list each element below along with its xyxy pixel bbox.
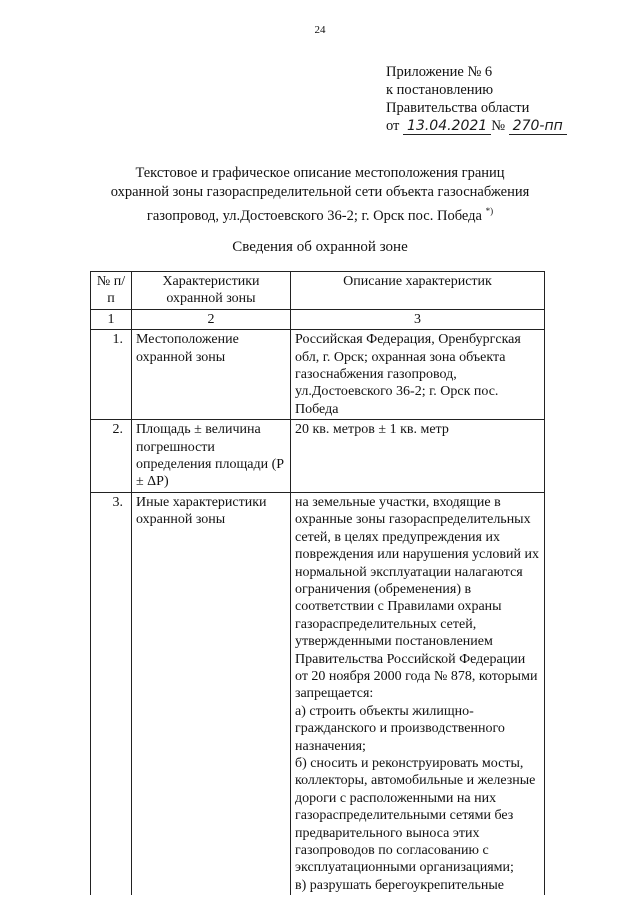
header-number: № п/п bbox=[91, 272, 132, 310]
handwritten-number: 270-пп bbox=[509, 119, 567, 135]
footnote-mark: *) bbox=[485, 206, 494, 216]
row-characteristic: Иные характеристики охранной зоны bbox=[132, 492, 291, 895]
row-number: 2. bbox=[91, 420, 132, 493]
row-description bbox=[291, 492, 545, 895]
row-description: Российская Федерация, Оренбургская обл, г. Орск; охранная зона объекта газоснабжения газопровод, ул.Достоевского 36-2; г. Орск пос. Победа bbox=[291, 330, 545, 420]
title-line-2: охранной зоны газораспределительной сети объекта газоснабжения bbox=[110, 184, 530, 200]
section-subtitle: Сведения об охранной зоне bbox=[232, 239, 408, 255]
zone-info-table bbox=[90, 271, 545, 895]
title-line-1: Текстовое и графическое описание местоположения границ bbox=[135, 165, 505, 181]
row-characteristic: Местоположение охранной зоны bbox=[132, 330, 291, 420]
row-characteristic: Площадь ± величина погрешности определения площади (P ± ΔP) bbox=[132, 420, 291, 493]
document-title bbox=[0, 164, 640, 226]
index-cell: 1 bbox=[91, 309, 132, 329]
restriction-item-c: в) разрушать берегоукрепительные bbox=[295, 877, 505, 893]
header-characteristics: Характеристики охранной зоны bbox=[132, 272, 291, 310]
table-index-row bbox=[91, 309, 545, 329]
title-line-3-text: газопровод, ул.Достоевского 36-2; г. Орск пос. Победа bbox=[146, 207, 482, 224]
appendix-date-line bbox=[386, 117, 567, 135]
table-header-row bbox=[91, 272, 545, 310]
restrictions-intro: на земельные участки, входящие в охранные зоны газораспределительных сетей, в целях предупреждения их повреждения или нарушения условий их нормальной эксплуатации налагаются ограничения (обременения) в соответствии с Правилами охраны газораспределительных сетей, утвержденными постановлением Правительства Российской Федерации от 20 ноября 2000 года № 878, которыми запрещается: bbox=[295, 494, 539, 702]
table-row bbox=[91, 330, 545, 420]
row-number: 3. bbox=[91, 492, 132, 895]
page-number: 24 bbox=[314, 24, 326, 36]
appendix-issuer: Правительства области bbox=[386, 100, 530, 116]
title-line-3 bbox=[0, 202, 640, 226]
date-prefix: от bbox=[386, 118, 400, 134]
number-prefix: № bbox=[491, 118, 506, 134]
index-cell: 2 bbox=[132, 309, 291, 329]
row-description: 20 кв. метров ± 1 кв. метр bbox=[291, 420, 545, 493]
table-row bbox=[91, 492, 545, 895]
appendix-block bbox=[386, 63, 567, 135]
header-description: Описание характеристик bbox=[291, 272, 545, 310]
restriction-item-a: а) строить объекты жилищно-гражданского и производственного назначения; bbox=[295, 703, 505, 754]
row-number: 1. bbox=[91, 330, 132, 420]
restriction-item-b: б) сносить и реконструировать мосты, коллекторы, автомобильные и железные дороги с расположенными на них газораспределительными сетями без предварительного выноса этих газопроводов по согласованию с эксплуатационными организациями; bbox=[295, 755, 536, 876]
appendix-title: Приложение № 6 bbox=[386, 64, 493, 80]
table-row bbox=[91, 420, 545, 493]
appendix-reference: к постановлению bbox=[386, 82, 494, 98]
index-cell: 3 bbox=[291, 309, 545, 329]
handwritten-date: 13.04.2021 bbox=[403, 119, 491, 135]
